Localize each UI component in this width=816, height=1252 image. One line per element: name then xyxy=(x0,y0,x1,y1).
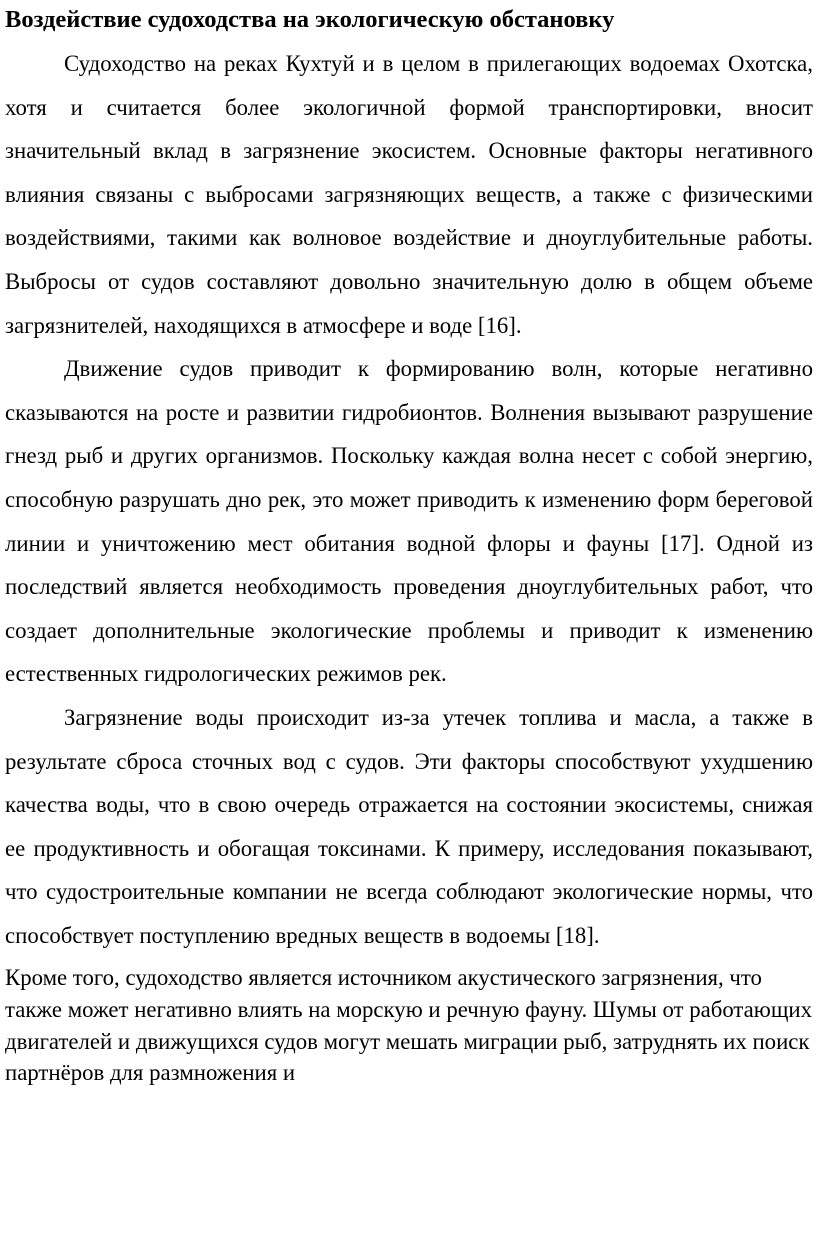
paragraph-shipping-overview: Судоходство на реках Кухтуй и в целом в прилегающих водоемах Охотска, хотя и считается более экологичной формой транспортировки, вносит значительный вклад в загрязнение экосистем. Основные факторы негативного влияния связаны с выбросами загрязняющих веществ, а также с физическими воздействиями, такими как волновое воздействие и дноуглубительные работы. Выбросы от судов составляют довольно значительную долю в общем объеме загрязнителей, находящихся в атмосфере и воде [16]. xyxy=(5,51,813,338)
paragraph-acoustic-pollution: Кроме того, судоходство является источником акустического загрязнения, что также может негативно влиять на морскую и речную фауну. Шумы от работающих двигателей и движущихся судов могут мешать миграции рыб, затруднять их поиск партнёров для размножения и xyxy=(5,965,812,1086)
document-title: Воздействие судоходства на экологическую обстановку xyxy=(5,6,615,33)
paragraph-water-pollution: Загрязнение воды происходит из-за утечек топлива и масла, а также в результате сброса сточных вод с судов. Эти факторы способствуют ухудшению качества воды, что в свою очередь отражается на состоянии экосистемы, снижая ее продуктивность и обогащая токсинами. К примеру, исследования показывают, что судостроительные компании не всегда соблюдают экологические нормы, что способствует поступлению вредных веществ в водоемы [18]. xyxy=(5,704,813,948)
document-page xyxy=(5,0,813,1089)
paragraph-wave-impact: Движение судов приводит к формированию волн, которые негативно сказываются на росте и развитии гидробионтов. Волнения вызывают разрушение гнезд рыб и других организмов. Поскольку каждая волна несет с собой энергию, способную разрушать дно рек, это может приводить к изменению форм береговой линии и уничтожению мест обитания водной флоры и фауны [17]. Одной из последствий является необходимость проведения дноуглубительных работ, что создает дополнительные экологические проблемы и приводит к изменению естественных гидрологических режимов рек. xyxy=(5,356,813,687)
